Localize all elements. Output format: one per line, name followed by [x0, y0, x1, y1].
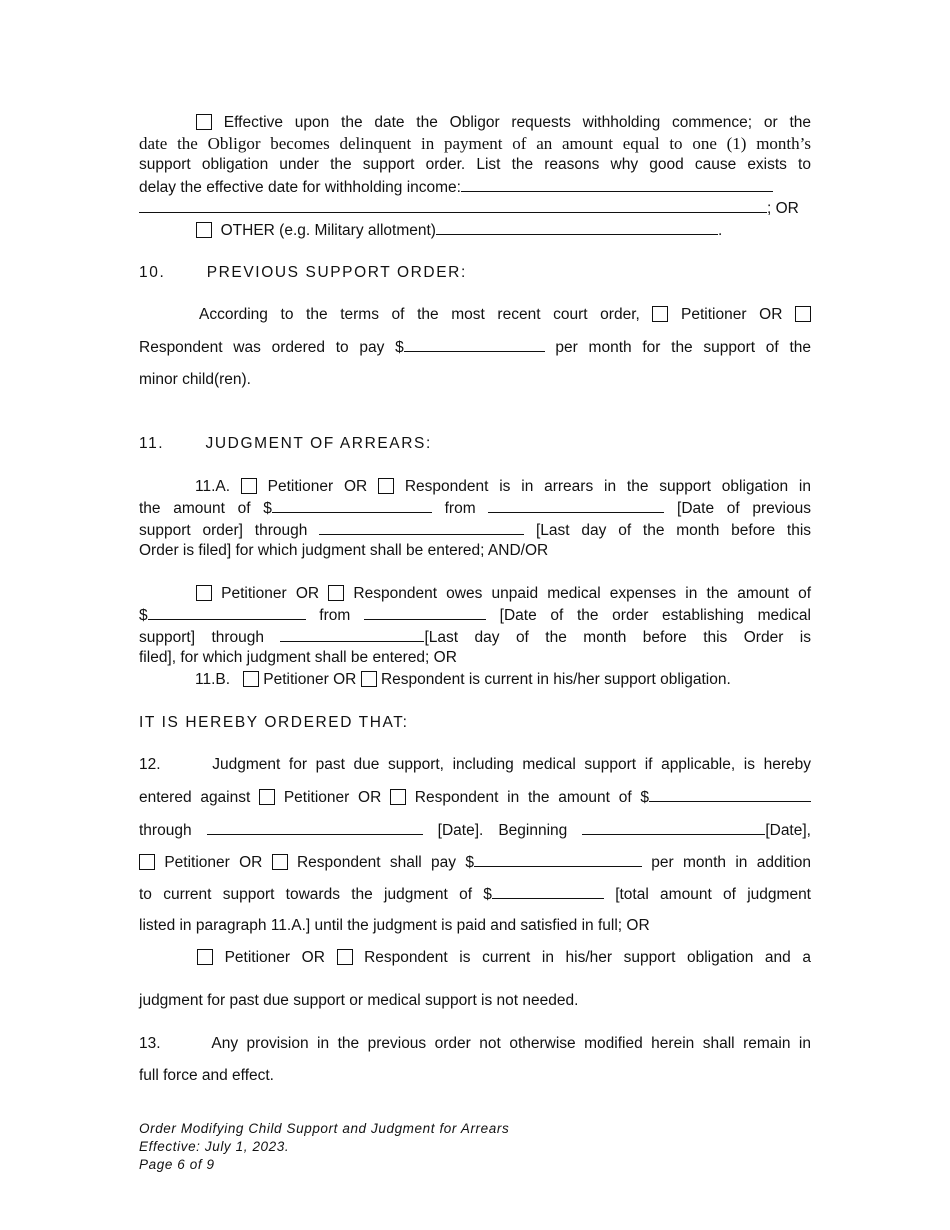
footer-title: Order Modifying Child Support and Judgment for Arrears: [139, 1121, 510, 1136]
judgment-total-blank[interactable]: [492, 884, 604, 899]
arrears-11a-line-3: support order] through [Last day of the month before this: [139, 522, 812, 539]
11b-respondent-checkbox[interactable]: [361, 671, 377, 687]
judgment-line-7: Petitioner OR Respondent is current in his/her support obligation and a: [139, 948, 811, 968]
judgment-through-blank[interactable]: [207, 820, 423, 835]
judgment-line-5: to current support towards the judgment of $ [total amount of judgment: [139, 886, 811, 903]
prev-amount-blank[interactable]: [404, 337, 545, 352]
delay-line: delay the effective date for withholding income:: [139, 177, 811, 198]
judgment-beginning-blank[interactable]: [582, 820, 765, 835]
medical-through-blank[interactable]: [280, 627, 424, 642]
current-respondent-checkbox[interactable]: [337, 949, 353, 965]
medical-line-4: filed], for which judgment shall be entered; OR: [139, 649, 457, 666]
other-line: OTHER (e.g. Military allotment) .: [139, 220, 811, 241]
medical-respondent-checkbox[interactable]: [328, 585, 344, 601]
effective-checkbox[interactable]: [196, 114, 212, 130]
judgment-line-6: listed in paragraph 11.A.] until the judgment is paid and satisfied in full; OR: [139, 917, 650, 934]
11a-respondent-checkbox[interactable]: [378, 478, 394, 494]
arrears-11a-line-4: Order is filed] for which judgment shall be entered; AND/OR: [139, 542, 549, 559]
good-cause-blank[interactable]: [461, 177, 773, 192]
medical-line-3: support] through [Last day of the month before this Order is: [139, 629, 812, 646]
prev-order-line-1: According to the terms of the most recent court order, Petitioner OR: [139, 305, 811, 325]
judgment-petitioner-checkbox[interactable]: [259, 789, 275, 805]
payment-amount-blank[interactable]: [474, 852, 642, 867]
good-cause-line: ; OR: [139, 198, 811, 219]
section-10-heading: 10. PREVIOUS SUPPORT ORDER:: [139, 264, 467, 281]
effective-line: Effective upon the date the Obligor requests withholding commence; or the: [139, 113, 811, 133]
provision-line-2: full force and effect.: [139, 1067, 274, 1084]
section-11-heading: 11. JUDGMENT OF ARREARS:: [139, 435, 432, 452]
medical-petitioner-checkbox[interactable]: [196, 585, 212, 601]
ordered-heading: IT IS HEREBY ORDERED THAT:: [139, 714, 409, 731]
arrears-from-blank[interactable]: [488, 498, 664, 513]
judgment-line-4: Petitioner OR Respondent shall pay $ per month in addition: [139, 852, 811, 873]
judgment-amount-blank[interactable]: [649, 787, 811, 802]
provision-line-1: 13. Any provision in the previous order not otherwise modified herein shall remain in: [139, 1035, 811, 1052]
footer: [139, 1120, 509, 1174]
prev-petitioner-checkbox[interactable]: [652, 306, 668, 322]
footer-page: Page 6 of 9: [139, 1157, 215, 1172]
support-obligation-line: support obligation under the support order. List the reasons why good cause exists to: [139, 156, 811, 173]
judgment-line-3: through [Date]. Beginning [Date],: [139, 822, 811, 839]
medical-amount-blank[interactable]: [148, 605, 306, 620]
medical-line-1: Petitioner OR Respondent owes unpaid medical expenses in the amount of: [139, 584, 811, 604]
medical-from-blank[interactable]: [364, 605, 486, 620]
footer-effective: Effective: July 1, 2023.: [139, 1139, 290, 1154]
payment-petitioner-checkbox[interactable]: [139, 854, 155, 870]
current-petitioner-checkbox[interactable]: [197, 949, 213, 965]
prev-order-line-3: minor child(ren).: [139, 371, 251, 388]
good-cause-blank-2[interactable]: [139, 198, 767, 213]
prev-order-line-2: Respondent was ordered to pay $ per month for the support of the: [139, 339, 811, 356]
delinquent-line: date the Obligor becomes delinquent in payment of an amount equal to one (1) month’s: [139, 134, 811, 153]
judgment-line-2: entered against Petitioner OR Respondent in the amount of $: [139, 787, 811, 808]
other-checkbox[interactable]: [196, 222, 212, 238]
arrears-through-blank[interactable]: [319, 520, 524, 535]
judgment-respondent-checkbox[interactable]: [390, 789, 406, 805]
judgment-line-8: judgment for past due support or medical support is not needed.: [139, 992, 579, 1009]
judgment-line-1: 12. Judgment for past due support, including medical support if applicable, is hereby: [139, 756, 811, 773]
payment-respondent-checkbox[interactable]: [272, 854, 288, 870]
medical-line-2: $ from [Date of the order establishing medical: [139, 607, 811, 624]
arrears-amount-blank[interactable]: [272, 498, 432, 513]
arrears-11b-line: 11.B. Petitioner OR Respondent is current in his/her support obligation.: [195, 671, 731, 688]
other-blank[interactable]: [436, 220, 718, 235]
11b-petitioner-checkbox[interactable]: [243, 671, 259, 687]
arrears-11a-line-1: 11.A. Petitioner OR Respondent is in arrears in the support obligation in: [195, 478, 811, 495]
11a-petitioner-checkbox[interactable]: [241, 478, 257, 494]
prev-respondent-checkbox[interactable]: [795, 306, 811, 322]
arrears-11a-line-2: the amount of $ from [Date of previous: [139, 500, 811, 517]
